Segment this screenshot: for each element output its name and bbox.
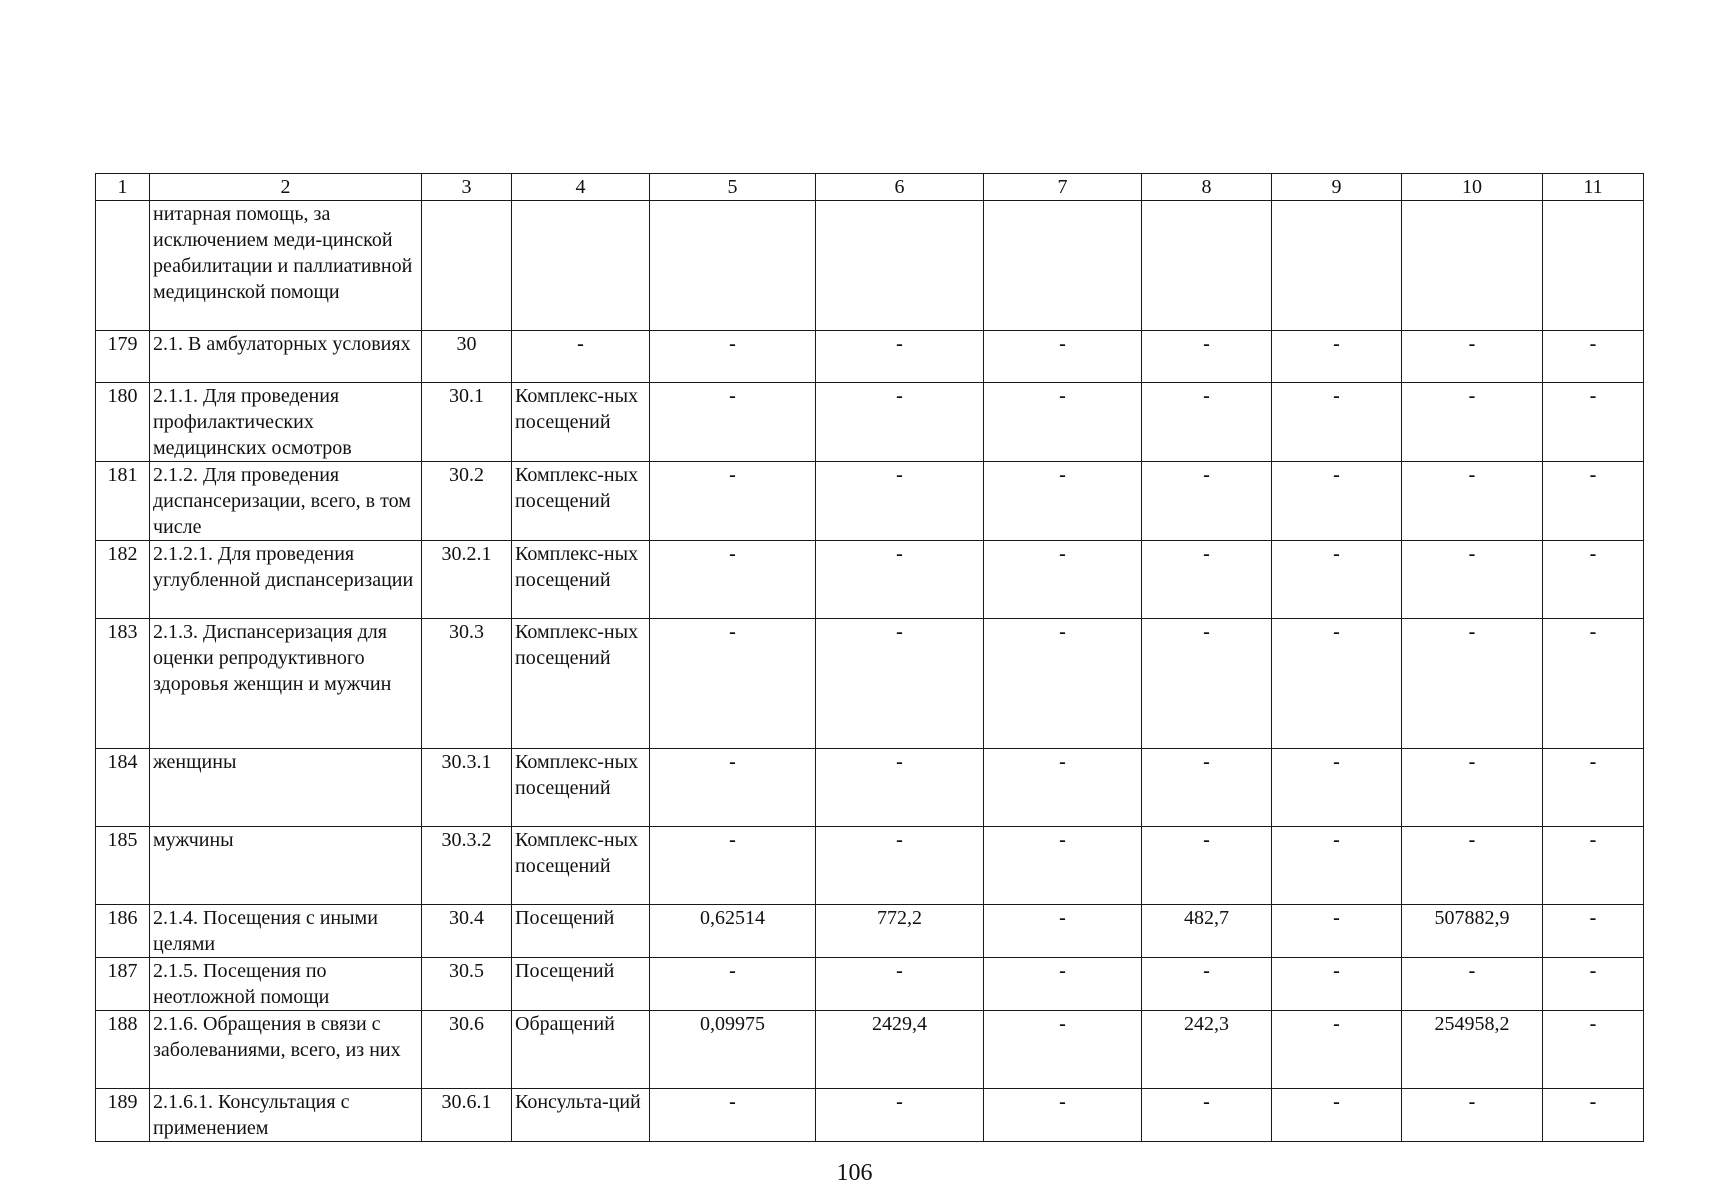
col6-cell: - [816, 1089, 984, 1142]
table-body [96, 174, 1644, 1142]
row-number-cell: 188 [96, 1011, 150, 1089]
indicator-name-cell: 2.1.4. Посещения с иными целями [150, 905, 422, 958]
unit-cell: Комплекс-ных посещений [512, 383, 650, 462]
col5-cell: - [650, 331, 816, 383]
col11-cell: - [1543, 905, 1644, 958]
indicator-name-cell: 2.1. В амбулаторных условиях [150, 331, 422, 383]
col5-cell: - [650, 749, 816, 827]
col11-cell: - [1543, 619, 1644, 749]
table-row [96, 331, 1644, 383]
col11-cell: - [1543, 827, 1644, 905]
row-number-cell: 183 [96, 619, 150, 749]
col10-cell: 507882,9 [1402, 905, 1543, 958]
col11-cell: - [1543, 1089, 1644, 1142]
col5-cell: - [650, 958, 816, 1011]
unit-cell: Комплекс-ных посещений [512, 749, 650, 827]
table-row [96, 827, 1644, 905]
row-number-cell: 180 [96, 383, 150, 462]
header-cell-3: 3 [422, 174, 512, 201]
col7-cell: - [984, 749, 1142, 827]
unit-cell: Комплекс-ных посещений [512, 619, 650, 749]
col5-cell: - [650, 462, 816, 541]
indicator-name-cell: 2.1.2. Для проведения диспансеризации, всего, в том числе [150, 462, 422, 541]
table-row [96, 619, 1644, 749]
col6-cell: 2429,4 [816, 1011, 984, 1089]
col6-cell: - [816, 331, 984, 383]
col7-cell: - [984, 383, 1142, 462]
col10-cell: 254958,2 [1402, 1011, 1543, 1089]
col8-cell: - [1142, 462, 1272, 541]
col11-cell: - [1543, 383, 1644, 462]
col5-cell: - [650, 619, 816, 749]
col10-cell: - [1402, 619, 1543, 749]
col10-cell [1402, 201, 1543, 331]
col8-cell: - [1142, 958, 1272, 1011]
col9-cell: - [1272, 905, 1402, 958]
col6-cell: - [816, 619, 984, 749]
table-row [96, 383, 1644, 462]
col8-cell [1142, 201, 1272, 331]
col6-cell: - [816, 958, 984, 1011]
code-cell: 30.1 [422, 383, 512, 462]
col9-cell: - [1272, 1011, 1402, 1089]
col10-cell: - [1402, 1089, 1543, 1142]
col9-cell: - [1272, 619, 1402, 749]
col7-cell: - [984, 1089, 1142, 1142]
col7-cell: - [984, 331, 1142, 383]
col10-cell: - [1402, 827, 1543, 905]
col10-cell: - [1402, 749, 1543, 827]
table-row [96, 958, 1644, 1011]
col7-cell: - [984, 827, 1142, 905]
code-cell: 30.3 [422, 619, 512, 749]
col7-cell: - [984, 1011, 1142, 1089]
col5-cell: - [650, 827, 816, 905]
col10-cell: - [1402, 541, 1543, 619]
code-cell: 30.6.1 [422, 1089, 512, 1142]
unit-cell: Комплекс-ных посещений [512, 462, 650, 541]
unit-cell: Консульта-ций [512, 1089, 650, 1142]
unit-cell: Посещений [512, 958, 650, 1011]
col8-cell: - [1142, 827, 1272, 905]
row-number-cell: 185 [96, 827, 150, 905]
header-cell-8: 8 [1142, 174, 1272, 201]
code-cell: 30.5 [422, 958, 512, 1011]
col9-cell: - [1272, 1089, 1402, 1142]
code-cell: 30.6 [422, 1011, 512, 1089]
col5-cell [650, 201, 816, 331]
row-number-cell: 186 [96, 905, 150, 958]
col9-cell: - [1272, 958, 1402, 1011]
unit-cell: Посещений [512, 905, 650, 958]
col9-cell [1272, 201, 1402, 331]
col8-cell: - [1142, 1089, 1272, 1142]
header-cell-6: 6 [816, 174, 984, 201]
row-number-cell: 181 [96, 462, 150, 541]
header-cell-2: 2 [150, 174, 422, 201]
col8-cell: - [1142, 331, 1272, 383]
col9-cell: - [1272, 541, 1402, 619]
table-row [96, 201, 1644, 331]
row-number-cell: 189 [96, 1089, 150, 1142]
code-cell: 30.2 [422, 462, 512, 541]
unit-cell: Комплекс-ных посещений [512, 541, 650, 619]
row-number-cell: 179 [96, 331, 150, 383]
col7-cell [984, 201, 1142, 331]
page-number: 106 [836, 1160, 873, 1186]
header-cell-5: 5 [650, 174, 816, 201]
unit-cell: Комплекс-ных посещений [512, 827, 650, 905]
col10-cell: - [1402, 958, 1543, 1011]
table-row [96, 462, 1644, 541]
col11-cell: - [1543, 749, 1644, 827]
indicator-name-cell: 2.1.3. Диспансеризация для оценки репродуктивного здоровья женщин и мужчин [150, 619, 422, 749]
col11-cell [1543, 201, 1644, 331]
table-row [96, 1011, 1644, 1089]
col6-cell [816, 201, 984, 331]
col6-cell: 772,2 [816, 905, 984, 958]
col5-cell: 0,62514 [650, 905, 816, 958]
col8-cell: - [1142, 749, 1272, 827]
unit-cell: Обращений [512, 1011, 650, 1089]
col5-cell: - [650, 1089, 816, 1142]
code-cell: 30.4 [422, 905, 512, 958]
col7-cell: - [984, 619, 1142, 749]
col9-cell: - [1272, 827, 1402, 905]
unit-cell: - [512, 331, 650, 383]
col10-cell: - [1402, 331, 1543, 383]
row-number-cell: 184 [96, 749, 150, 827]
col10-cell: - [1402, 383, 1543, 462]
indicator-name-cell: 2.1.2.1. Для проведения углубленной диспансеризации [150, 541, 422, 619]
row-number-cell [96, 201, 150, 331]
header-cell-9: 9 [1272, 174, 1402, 201]
col5-cell: - [650, 383, 816, 462]
header-cell-10: 10 [1402, 174, 1543, 201]
col8-cell: - [1142, 541, 1272, 619]
col11-cell: - [1543, 958, 1644, 1011]
col8-cell: - [1142, 619, 1272, 749]
indicator-name-cell: женщины [150, 749, 422, 827]
indicator-name-cell: 2.1.1. Для проведения профилактических медицинских осмотров [150, 383, 422, 462]
code-cell: 30.3.1 [422, 749, 512, 827]
col7-cell: - [984, 905, 1142, 958]
code-cell: 30.2.1 [422, 541, 512, 619]
unit-cell [512, 201, 650, 331]
table-row [96, 905, 1644, 958]
indicator-name-cell: 2.1.5. Посещения по неотложной помощи [150, 958, 422, 1011]
col9-cell: - [1272, 383, 1402, 462]
col11-cell: - [1543, 462, 1644, 541]
col11-cell: - [1543, 541, 1644, 619]
col6-cell: - [816, 827, 984, 905]
col7-cell: - [984, 541, 1142, 619]
col10-cell: - [1402, 462, 1543, 541]
header-cell-7: 7 [984, 174, 1142, 201]
code-cell: 30 [422, 331, 512, 383]
code-cell: 30.3.2 [422, 827, 512, 905]
data-table [95, 173, 1644, 1142]
header-cell-11: 11 [1543, 174, 1644, 201]
row-number-cell: 182 [96, 541, 150, 619]
col5-cell: 0,09975 [650, 1011, 816, 1089]
header-cell-4: 4 [512, 174, 650, 201]
col7-cell: - [984, 462, 1142, 541]
code-cell [422, 201, 512, 331]
col11-cell: - [1543, 1011, 1644, 1089]
col7-cell: - [984, 958, 1142, 1011]
col5-cell: - [650, 541, 816, 619]
col6-cell: - [816, 383, 984, 462]
col11-cell: - [1543, 331, 1644, 383]
col6-cell: - [816, 749, 984, 827]
indicator-name-cell: 2.1.6. Обращения в связи с заболеваниями, всего, из них [150, 1011, 422, 1089]
header-row [96, 174, 1644, 201]
row-number-cell: 187 [96, 958, 150, 1011]
indicator-name-cell: мужчины [150, 827, 422, 905]
col9-cell: - [1272, 749, 1402, 827]
col8-cell: 242,3 [1142, 1011, 1272, 1089]
header-cell-1: 1 [96, 174, 150, 201]
col6-cell: - [816, 541, 984, 619]
indicator-name-cell: нитарная помощь, за исключением меди-цинской реабилитации и паллиативной медицинской помощи [150, 201, 422, 331]
col8-cell: 482,7 [1142, 905, 1272, 958]
indicator-name-cell: 2.1.6.1. Консультация с применением [150, 1089, 422, 1142]
table-row [96, 1089, 1644, 1142]
table-row [96, 541, 1644, 619]
col9-cell: - [1272, 331, 1402, 383]
col8-cell: - [1142, 383, 1272, 462]
col6-cell: - [816, 462, 984, 541]
table-row [96, 749, 1644, 827]
col9-cell: - [1272, 462, 1402, 541]
